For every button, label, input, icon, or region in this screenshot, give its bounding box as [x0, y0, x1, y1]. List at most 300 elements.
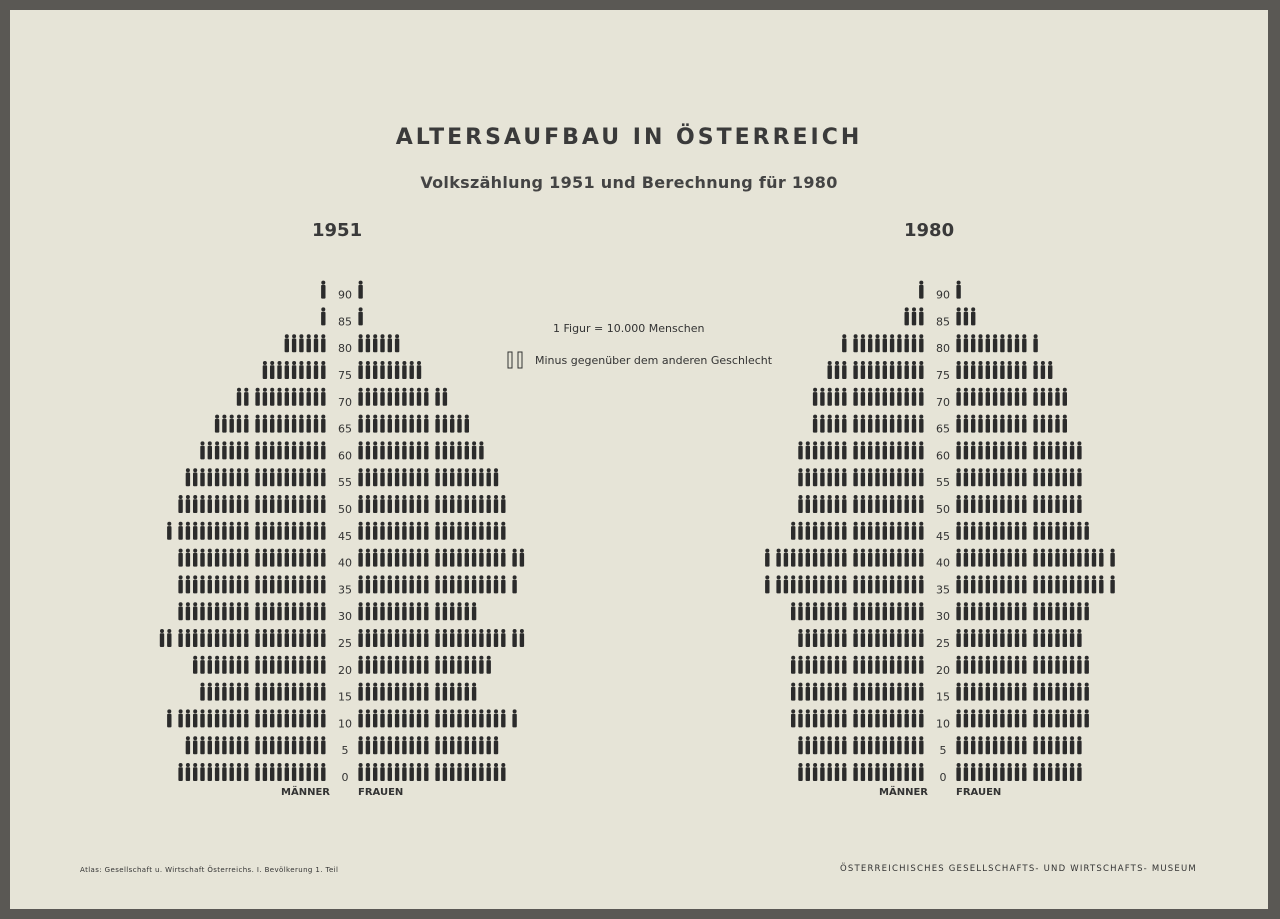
person-figure-male	[307, 441, 311, 459]
person-figure-male	[883, 763, 887, 781]
person-figure-female	[1000, 575, 1004, 593]
person-figure-female	[435, 522, 439, 540]
person-figure-male	[883, 522, 887, 540]
person-figure-male	[208, 522, 212, 540]
person-figure-male	[919, 549, 923, 567]
person-figure-female	[358, 361, 362, 379]
person-figure-male	[883, 334, 887, 352]
person-figure-male	[208, 629, 212, 647]
person-figure-male	[842, 549, 846, 567]
person-figure-male	[321, 575, 325, 593]
person-figure-male	[912, 388, 916, 406]
person-figure-female	[964, 763, 968, 781]
person-figure-male	[186, 629, 190, 647]
person-figure-female	[402, 575, 406, 593]
person-figure-male	[186, 575, 190, 593]
person-figure-male	[905, 468, 909, 486]
person-figure-male	[255, 656, 259, 674]
person-figure-male	[215, 522, 219, 540]
person-figure-male	[237, 549, 241, 567]
person-figure-female	[1033, 656, 1037, 674]
person-figure-male	[178, 549, 182, 567]
person-figure-female	[443, 522, 447, 540]
person-figure-female	[978, 602, 982, 620]
person-figure-male	[263, 629, 267, 647]
person-figure-male	[835, 388, 839, 406]
person-figure-female	[410, 602, 414, 620]
person-figure-male	[263, 415, 267, 433]
person-figure-male	[919, 602, 923, 620]
person-figure-female	[1000, 415, 1004, 433]
person-figure-male	[285, 549, 289, 567]
person-figure-male	[237, 522, 241, 540]
person-figure-female	[1055, 763, 1059, 781]
person-figure-female	[1008, 656, 1012, 674]
person-figure-male	[255, 736, 259, 754]
person-figure-female	[424, 549, 428, 567]
person-figure-male	[784, 575, 788, 593]
person-figure-female	[1077, 602, 1081, 620]
person-figure-male	[875, 629, 879, 647]
person-figure-male	[186, 549, 190, 567]
person-figure-female	[380, 468, 384, 486]
person-figure-male	[875, 361, 879, 379]
person-figure-female	[395, 334, 399, 352]
footer-publisher: ÖSTERREICHISCHES GESELLSCHAFTS- UND WIRTSCHAFTS- MUSEUM	[840, 864, 1197, 874]
person-figure-female	[380, 388, 384, 406]
person-figure-male	[244, 415, 248, 433]
age-tick-label: 0	[939, 771, 947, 784]
person-figure-female	[964, 709, 968, 727]
person-figure-female	[487, 629, 491, 647]
person-figure-female	[1033, 575, 1037, 593]
person-figure-male	[321, 602, 325, 620]
person-figure-female	[1033, 602, 1037, 620]
person-figure-male	[270, 575, 274, 593]
person-figure-female	[978, 388, 982, 406]
person-figure-female	[964, 495, 968, 513]
person-figure-male	[200, 441, 204, 459]
person-figure-female	[373, 709, 377, 727]
person-figure-male	[861, 415, 865, 433]
person-figure-male	[255, 415, 259, 433]
person-figure-male	[897, 736, 901, 754]
person-figure-male	[853, 549, 857, 567]
person-figure-male	[193, 656, 197, 674]
person-figure-female	[395, 575, 399, 593]
person-figure-male	[307, 709, 311, 727]
person-figure-female	[956, 549, 960, 567]
person-figure-female	[443, 468, 447, 486]
year-1951-title: 1951	[312, 220, 363, 241]
person-figure-female	[1022, 468, 1026, 486]
person-figure-male	[919, 361, 923, 379]
person-figure-female	[366, 522, 370, 540]
person-figure-male	[230, 495, 234, 513]
person-figure-female	[1092, 575, 1096, 593]
person-figure-male	[270, 736, 274, 754]
person-figure-male	[842, 575, 846, 593]
person-figure-male	[255, 549, 259, 567]
person-figure-female	[1033, 415, 1037, 433]
person-figure-female	[1063, 415, 1067, 433]
person-figure-female	[956, 388, 960, 406]
person-figure-female	[388, 736, 392, 754]
person-figure-male	[883, 683, 887, 701]
person-figure-female	[494, 709, 498, 727]
person-figure-female	[479, 575, 483, 593]
person-figure-male	[230, 441, 234, 459]
person-figure-female	[520, 629, 524, 647]
person-figure-male	[270, 522, 274, 540]
person-figure-male	[905, 307, 909, 325]
person-figure-male	[842, 629, 846, 647]
person-figure-male	[828, 656, 832, 674]
person-figure-female	[1041, 522, 1045, 540]
person-figure-female	[465, 629, 469, 647]
person-figure-female	[986, 602, 990, 620]
person-figure-female	[964, 736, 968, 754]
person-figure-male	[875, 441, 879, 459]
person-figure-male	[230, 736, 234, 754]
person-figure-female	[358, 629, 362, 647]
person-figure-male	[270, 495, 274, 513]
person-figure-female	[443, 495, 447, 513]
person-figure-male	[861, 575, 865, 593]
person-figure-male	[307, 495, 311, 513]
person-figure-female	[457, 709, 461, 727]
person-figure-female	[1055, 522, 1059, 540]
person-figure-female	[1055, 709, 1059, 727]
person-figure-female	[402, 549, 406, 567]
person-figure-female	[395, 709, 399, 727]
person-figure-female	[956, 334, 960, 352]
person-figure-female	[1055, 602, 1059, 620]
person-figure-female	[373, 415, 377, 433]
person-figure-female	[457, 656, 461, 674]
person-figure-female	[1063, 683, 1067, 701]
person-figure-female	[380, 709, 384, 727]
person-figure-female	[1055, 388, 1059, 406]
person-figure-male	[292, 602, 296, 620]
person-figure-female	[373, 575, 377, 593]
person-figure-male	[820, 629, 824, 647]
person-figure-male	[292, 683, 296, 701]
person-figure-female	[472, 575, 476, 593]
person-figure-female	[1063, 763, 1067, 781]
person-figure-female	[1063, 629, 1067, 647]
person-figure-male	[853, 629, 857, 647]
person-figure-female	[1070, 575, 1074, 593]
person-figure-female	[479, 629, 483, 647]
person-figure-female	[358, 549, 362, 567]
person-figure-male	[897, 683, 901, 701]
person-figure-male	[813, 415, 817, 433]
person-figure-male	[314, 575, 318, 593]
person-figure-male	[277, 495, 281, 513]
person-figure-male	[277, 468, 281, 486]
person-figure-male	[813, 736, 817, 754]
person-figure-female	[1077, 495, 1081, 513]
person-figure-female	[964, 522, 968, 540]
person-figure-female	[494, 468, 498, 486]
person-figure-female	[971, 307, 975, 325]
person-figure-male	[230, 656, 234, 674]
person-figure-male	[215, 763, 219, 781]
person-figure-male	[222, 415, 226, 433]
person-figure-male	[230, 629, 234, 647]
person-figure-male	[222, 522, 226, 540]
person-figure-male	[299, 495, 303, 513]
person-figure-female	[1055, 629, 1059, 647]
person-figure-male	[307, 736, 311, 754]
person-figure-male	[912, 468, 916, 486]
person-figure-female	[1041, 361, 1045, 379]
person-figure-female	[986, 736, 990, 754]
person-figure-male	[912, 441, 916, 459]
person-figure-male	[277, 656, 281, 674]
person-figure-female	[956, 602, 960, 620]
person-figure-female	[1008, 736, 1012, 754]
person-figure-male	[798, 495, 802, 513]
person-figure-female	[358, 683, 362, 701]
person-figure-female	[435, 388, 439, 406]
age-tick-label: 5	[341, 744, 349, 758]
person-figure-female	[373, 736, 377, 754]
person-figure-female	[443, 575, 447, 593]
person-figure-male	[285, 468, 289, 486]
person-figure-female	[1033, 709, 1037, 727]
person-figure-male	[828, 736, 832, 754]
person-figure-male	[314, 683, 318, 701]
person-figure-female	[956, 683, 960, 701]
person-figure-female	[956, 307, 960, 325]
person-figure-female	[964, 575, 968, 593]
person-figure-female	[472, 763, 476, 781]
person-figure-female	[395, 361, 399, 379]
person-figure-male	[285, 736, 289, 754]
person-figure-male	[314, 763, 318, 781]
person-figure-female	[956, 575, 960, 593]
age-tick-label: 75	[338, 369, 352, 382]
person-figure-male	[222, 736, 226, 754]
person-figure-male	[307, 361, 311, 379]
person-figure-male	[813, 495, 817, 513]
person-figure-female	[388, 441, 392, 459]
person-figure-male	[890, 736, 894, 754]
person-figure-male	[321, 495, 325, 513]
person-figure-male	[820, 388, 824, 406]
person-figure-male	[853, 522, 857, 540]
person-figure-female	[986, 763, 990, 781]
person-figure-female	[964, 441, 968, 459]
person-figure-male	[828, 683, 832, 701]
person-figure-male	[299, 549, 303, 567]
person-figure-male	[897, 709, 901, 727]
person-figure-male	[263, 388, 267, 406]
person-figure-male	[842, 683, 846, 701]
person-figure-male	[292, 736, 296, 754]
person-figure-female	[479, 549, 483, 567]
person-figure-male	[828, 415, 832, 433]
person-figure-male	[776, 549, 780, 567]
person-figure-female	[1041, 683, 1045, 701]
person-figure-female	[494, 549, 498, 567]
person-figure-male	[835, 495, 839, 513]
person-figure-male	[186, 468, 190, 486]
person-figure-male	[813, 468, 817, 486]
person-figure-male	[292, 575, 296, 593]
person-figure-female	[402, 522, 406, 540]
person-figure-female	[1110, 575, 1114, 593]
person-figure-male	[820, 441, 824, 459]
male-label: MÄNNER	[879, 787, 928, 798]
person-figure-female	[395, 388, 399, 406]
person-figure-male	[806, 468, 810, 486]
person-figure-male	[230, 763, 234, 781]
person-figure-male	[186, 495, 190, 513]
person-figure-male	[299, 388, 303, 406]
person-figure-male	[820, 495, 824, 513]
person-figure-female	[417, 361, 421, 379]
person-figure-male	[905, 388, 909, 406]
person-figure-female	[457, 495, 461, 513]
person-figure-male	[299, 522, 303, 540]
person-figure-female	[971, 522, 975, 540]
person-figure-female	[410, 683, 414, 701]
person-figure-male	[828, 709, 832, 727]
person-figure-male	[905, 709, 909, 727]
person-figure-male	[244, 763, 248, 781]
person-figure-female	[479, 495, 483, 513]
person-figure-male	[861, 549, 865, 567]
age-tick-label: 20	[936, 663, 950, 677]
person-figure-female	[402, 495, 406, 513]
person-figure-female	[993, 629, 997, 647]
person-figure-male	[912, 709, 916, 727]
person-figure-female	[373, 495, 377, 513]
person-figure-male	[897, 656, 901, 674]
person-figure-male	[798, 736, 802, 754]
age-tick-label: 50	[936, 503, 950, 516]
person-figure-female	[964, 334, 968, 352]
person-figure-female	[1008, 334, 1012, 352]
person-figure-female	[956, 468, 960, 486]
person-figure-female	[402, 683, 406, 701]
age-tick-label: 65	[936, 422, 950, 436]
person-figure-male	[853, 602, 857, 620]
person-figure-female	[443, 602, 447, 620]
person-figure-male	[890, 629, 894, 647]
person-figure-male	[875, 415, 879, 433]
person-figure-male	[263, 656, 267, 674]
person-figure-male	[255, 602, 259, 620]
person-figure-male	[791, 683, 795, 701]
person-figure-male	[912, 334, 916, 352]
person-figure-female	[956, 361, 960, 379]
person-figure-female	[358, 763, 362, 781]
person-figure-male	[868, 575, 872, 593]
age-tick-label: 5	[939, 744, 947, 758]
person-figure-male	[215, 495, 219, 513]
person-figure-female	[1008, 495, 1012, 513]
person-figure-male	[890, 441, 894, 459]
person-figure-female	[358, 709, 362, 727]
person-figure-female	[1070, 656, 1074, 674]
person-figure-male	[285, 388, 289, 406]
person-figure-male	[919, 763, 923, 781]
person-figure-male	[244, 575, 248, 593]
person-figure-male	[853, 709, 857, 727]
person-figure-female	[993, 736, 997, 754]
person-figure-female	[971, 709, 975, 727]
person-figure-female	[472, 441, 476, 459]
person-figure-male	[890, 709, 894, 727]
person-figure-female	[971, 495, 975, 513]
person-figure-female	[971, 334, 975, 352]
person-figure-female	[410, 388, 414, 406]
person-figure-male	[890, 388, 894, 406]
person-figure-male	[919, 388, 923, 406]
person-figure-female	[1000, 656, 1004, 674]
person-figure-female	[380, 629, 384, 647]
female-label: FRAUEN	[956, 787, 1002, 798]
person-figure-male	[314, 388, 318, 406]
person-figure-male	[765, 575, 769, 593]
person-figure-male	[868, 441, 872, 459]
person-figure-female	[380, 575, 384, 593]
person-figure-male	[270, 656, 274, 674]
person-figure-female	[971, 683, 975, 701]
person-figure-male	[167, 629, 171, 647]
person-figure-male	[277, 629, 281, 647]
person-figure-female	[380, 683, 384, 701]
person-figure-male	[784, 549, 788, 567]
person-figure-male	[828, 468, 832, 486]
person-figure-male	[186, 602, 190, 620]
person-figure-female	[1015, 602, 1019, 620]
person-figure-male	[321, 334, 325, 352]
person-figure-female	[487, 709, 491, 727]
person-figure-female	[1008, 575, 1012, 593]
person-figure-male	[215, 629, 219, 647]
person-figure-female	[1033, 736, 1037, 754]
person-figure-female	[465, 441, 469, 459]
person-figure-male	[828, 388, 832, 406]
person-figure-female	[986, 575, 990, 593]
person-figure-female	[1048, 656, 1052, 674]
person-figure-male	[222, 441, 226, 459]
person-figure-male	[798, 575, 802, 593]
person-figure-male	[828, 522, 832, 540]
person-figure-female	[512, 549, 516, 567]
person-figure-female	[986, 656, 990, 674]
person-figure-male	[868, 361, 872, 379]
person-figure-male	[244, 495, 248, 513]
person-figure-male	[890, 575, 894, 593]
person-figure-female	[964, 683, 968, 701]
person-figure-male	[919, 281, 923, 299]
person-figure-male	[842, 388, 846, 406]
person-figure-male	[868, 495, 872, 513]
person-figure-male	[178, 629, 182, 647]
person-figure-female	[450, 736, 454, 754]
person-figure-male	[263, 736, 267, 754]
age-tick-label: 90	[338, 288, 352, 302]
age-tick-label: 85	[338, 315, 352, 329]
person-figure-male	[285, 763, 289, 781]
person-figure-female	[1070, 468, 1074, 486]
